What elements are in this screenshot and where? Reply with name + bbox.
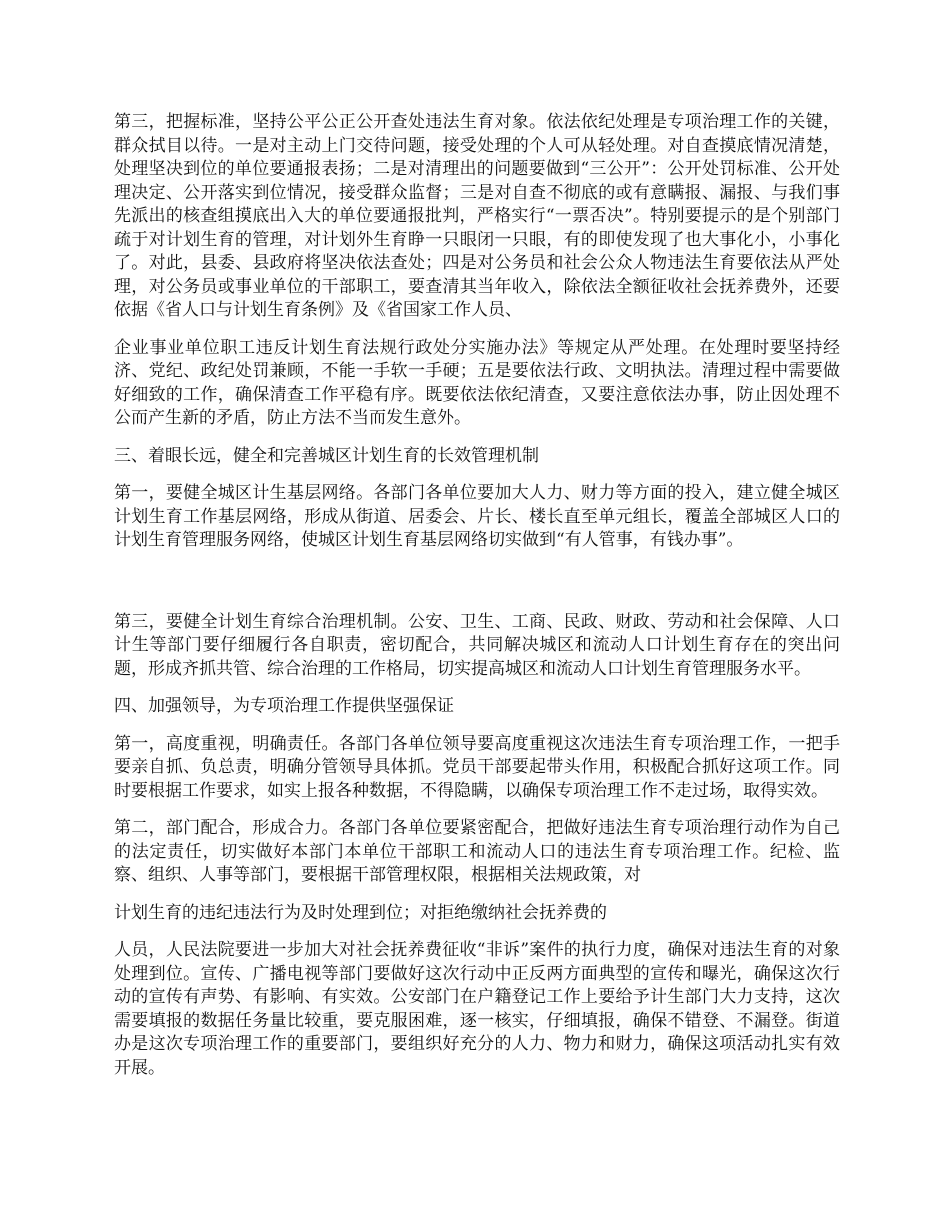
paragraph-third-standards: 第三，把握标准，坚持公平公正公开查处违法生育对象。依法依纪处理是专项治理工作的关键，群众拭目以待。一是对主动上门交待问题，接受处理的个人可从轻处理。对自查摸底情况清楚，处理坚决到位的单位要通报表扬；二是对清理出的问题要做到“三公开”：公开处罚标准、公开处理决定、公开落实到位情况，接受群众监督；三是对自查不彻底的或有意瞒报、漏报、与我们事先派出的核查组摸底出入大的单位要通报批判，严格实行“一票否决”。特别要提示的是个别部门疏于对计划生育的管理，对计划外生育睁一只眼闭一只眼，有的即使发现了也大事化小，小事化了。对此，县委、县政府将坚决依法查处；四是对公务员和社会公众人物违法生育要依法从严处理，对公务员或事业单位的干部职工，要查清其当年收入，除依法全额征收社会抚养费外，还要依据《省人口与计划生育条例》及《省国家工作人员、 [114,112,840,320]
paragraph-network: 第一，要健全城区计生基层网络。各部门各单位要加大人力、财力等方面的投入，建立健全城区计划生育工作基层网络，形成从街道、居委会、片长、楼长直至单元组长，覆盖全部城区人口的计划生育管理服务网络，使城区计划生育基层网络切实做到“有人管事，有钱办事”。 [114,483,840,550]
paragraph-leadership: 第一，高度重视，明确责任。各部门各单位领导要高度重视这次违法生育专项治理工作，一把手要亲自抓、负总责，明确分管领导具体抓。党员干部要起带头作用，积极配合抓好这项工作。同时要根据工作要求，如实上报各种数据，不得隐瞒，以确保专项治理工作不走过场，取得实效。 [114,733,840,801]
section-heading-four: 四、加强领导，为专项治理工作提供坚强保证 [114,696,454,716]
document-page [114,111,840,1080]
paragraph-comprehensive-governance: 第三，要健全计划生育综合治理机制。公安、卫生、工商、民政、财政、劳动和社会保障、人口计生等部门要仔细履行各自职责，密切配合，共同解决城区和流动人口计划生育存在的突出问题，形成齐抓共管、综合治理的工作格局，切实提高城区和流动人口计划生育管理服务水平。 [114,611,840,679]
paragraph-enforcement: 人员，人民法院要进一步加大对社会抚养费征收“非诉”案件的执行力度，确保对违法生育的对象处理到位。宣传、广播电视等部门要做好这次行动中正反两方面典型的宣传和曝光，确保这次行动的宣传有声势、有影响、有实效。公安部门在户籍登记工作上要给予计生部门大力支持，这次需要填报的数据任务量比较重，要克服困难，逐一核实，仔细填报，确保不错登、不漏登。街道办是这次专项治理工作的重要部门，要组织好充分的人力、物力和财力，确保这项活动扎实有效开展。 [114,940,840,1078]
paragraph-continuation-penalties: 企业事业单位职工违反计划生育法规行政处分实施办法》等规定从严处理。在处理时要坚持经济、党纪、政纪处罚兼顾，不能一手软一手硬；五是要依法行政、文明执法。清理过程中需要做好细致的工作，确保清查工作平稳有序。既要依法依纪清查，又要注意依法办事，防止因处理不公而产生新的矛盾，防止方法不当而发生意外。 [114,337,840,428]
section-heading-three: 三、着眼长远，健全和完善城区计划生育的长效管理机制 [114,445,539,466]
paragraph-fragment: 计划生育的违纪违法行为及时处理到位；对拒绝缴纳社会抚养费的 [114,902,607,923]
paragraph-coordination: 第二，部门配合，形成合力。各部门各单位要紧密配合，把做好违法生育专项治理行动作为自己的法定责任，切实做好本部门本单位干部职工和流动人口的违法生育专项治理工作。纪检、监察、组织、人事等部门，要根据干部管理权限，根据相关法规政策，对 [114,818,840,885]
